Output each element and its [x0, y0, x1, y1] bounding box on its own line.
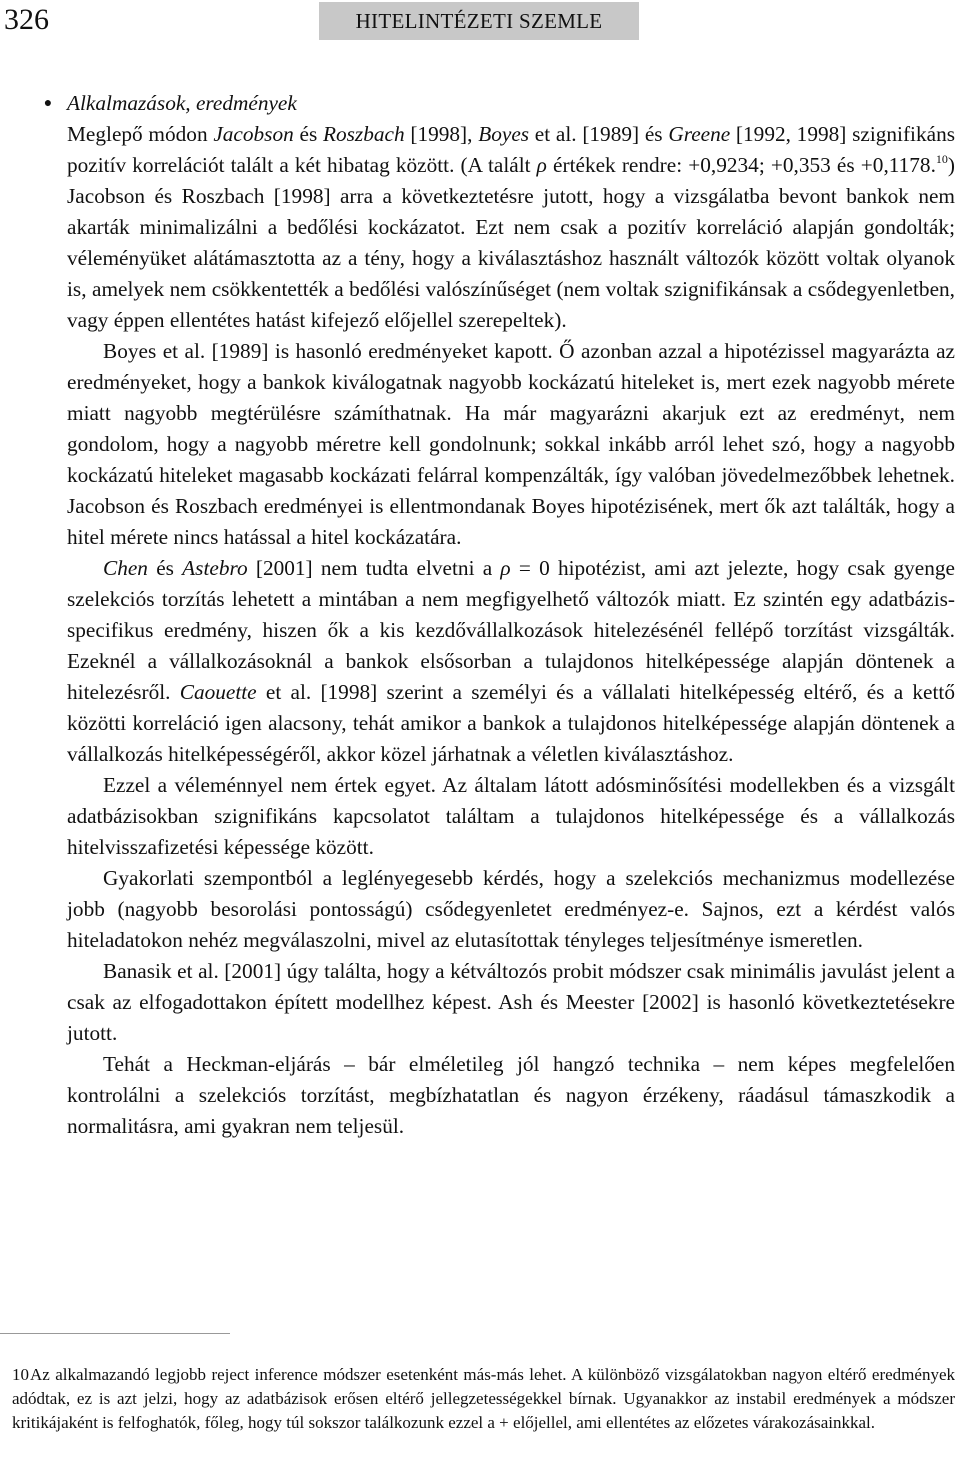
- paragraph-6: Banasik et al. [2001] úgy találta, hogy a kétváltozós probit módszer csak minimális javulást jelent a csak az elfogadottakon épített modellhez képest. Ash és Meester [2002] is hasonló következtetésekre jutott.: [67, 959, 955, 1045]
- paragraph-3: Chen és Astebro [2001] nem tudta elvetni a ρ = 0 hipotézist, ami azt jelezte, hogy csak gyenge szelekciós torzítás lehetett a mintában a nem megfigyelhető változók miatt. Ez szintén egy adatbázis-specifikus eredmény, hiszen ők a kis kezdővállalkozások hitelezésénél fellépő torzítást vizsgálták. Ezeknél a vállalkozásoknál a bankok elsősorban a tulajdonos hitelképessége alapján döntenek a hitelezésről. Caouette et al. [1998] szerint a személyi és a vállalati hitelképesség eltérő, és a kettő közötti korreláció igen alacsony, tehát amikor a bankok a tulajdonos hitelképessége alapján döntenek a vállalkozás hitelképességéről, akkor közel járhatnak a véletlen kiválasztáshoz.: [67, 556, 955, 766]
- paragraph-5: Gyakorlati szempontból a leglényegesebb kérdés, hogy a szelekciós mechanizmus modellezése jobb (nagyobb besorolási pontosságú) csődegyenletet eredményez-e. Sajnos, ezt a kérdést valós hiteladatokon nehéz megválaszolni, mivel az elutasítottak tényleges teljesítménye ismeretlen.: [67, 866, 955, 952]
- page-number: 326: [4, 3, 49, 36]
- running-header: [319, 2, 639, 40]
- journal-title: HITELINTÉZETI SZEMLE: [355, 9, 603, 33]
- footnote-number: 10: [12, 1365, 29, 1384]
- footnote-text: Az alkalmazandó legjobb reject inference módszer esetenként más-más lehet. A különböző vizsgálatokban nagyon eltérő eredmények adódtak, ez is azt jelzi, hogy az adatbázisok erősen eltérő jellegzetességekkel bírnak. Ugyanakkor az instabil eredmények a módszer kritikájaként is felfoghatók, főleg, hogy túl sokszor találkozunk ezzel a + előjellel, ami ellentétes az előzetes várakozásainkkal.: [12, 1365, 955, 1433]
- footnote-ref: 10: [935, 152, 948, 166]
- footnote: [12, 1363, 955, 1436]
- bullet-icon: ●: [43, 96, 53, 111]
- section-heading: [43, 88, 955, 119]
- paragraph-4: Ezzel a véleménnyel nem értek egyet. Az általam látott adósminősítési modellekben és a vizsgált adatbázisokban szignifikáns kapcsolatot találtam a tulajdonos hitelképessége és a vállalkozás hitelvisszafizetési képessége között.: [67, 773, 955, 859]
- paragraph-2: Boyes et al. [1989] is hasonló eredményeket kapott. Ő azonban azzal a hipotézissel magyarázta az eredményeket, hogy a bankok kiválogatnak nagyobb kockázatú hiteleket is, mert ezek nagyobb mérete miatt nagyobb megtérülésre számíthatnak. Ha már magyarázni akarjuk ezt az eredményt, nem gondolom, hogy a nagyobb méretre kell gondolnunk; sokkal inkább arról lehet szó, hogy a nagyobb kockázatú hiteleket magasabb kockázati felárral kompenzálták, így valóban jövedelmezőbbek lehetnek. Jacobson és Roszbach eredményei is ellentmondanak Boyes hipotézisének, mert ők azt találták, hogy a hitel mérete nincs hatással a hitel kockázatára.: [67, 339, 955, 549]
- section-heading-text: Alkalmazások, eredmények: [67, 91, 297, 115]
- main-text: [43, 88, 956, 1142]
- footnote-divider: [0, 1333, 230, 1334]
- paragraph-1: Meglepő módon Jacobson és Roszbach [1998], Boyes et al. [1989] és Greene [1992, 1998] szignifikáns pozitív korrelációt talált a két hibatag között. (A talált ρ értékek rendre: +0,9234; +0,353 és +0,1178.10) Jacobson és Roszbach [1998] arra a következtetésre jutott, hogy a vizsgálatba bevont bankok nem akarták minimalizálni a bedőlési kockázatot. Ezt nem csak a pozitív korreláció alapján gondolták; véleményüket alátámasztotta az a tény, hogy a kiválasztáshoz használt változók között voltak olyanok is, amelyek nem csökkentették a bedőlési valószínűséget (nem voltak szignifikánsak a csődegyenletben, vagy éppen ellentétes hatást kifejező előjellel szerepeltek).: [67, 122, 956, 332]
- paragraph-7: Tehát a Heckman-eljárás – bár elméletileg jól hangzó technika – nem képes megfelelően kontrolálni a szelekciós torzítást, megbízhatatlan és nagyon érzékeny, ráadásul támaszkodik a normalitásra, ami gyakran nem teljesül.: [67, 1052, 955, 1138]
